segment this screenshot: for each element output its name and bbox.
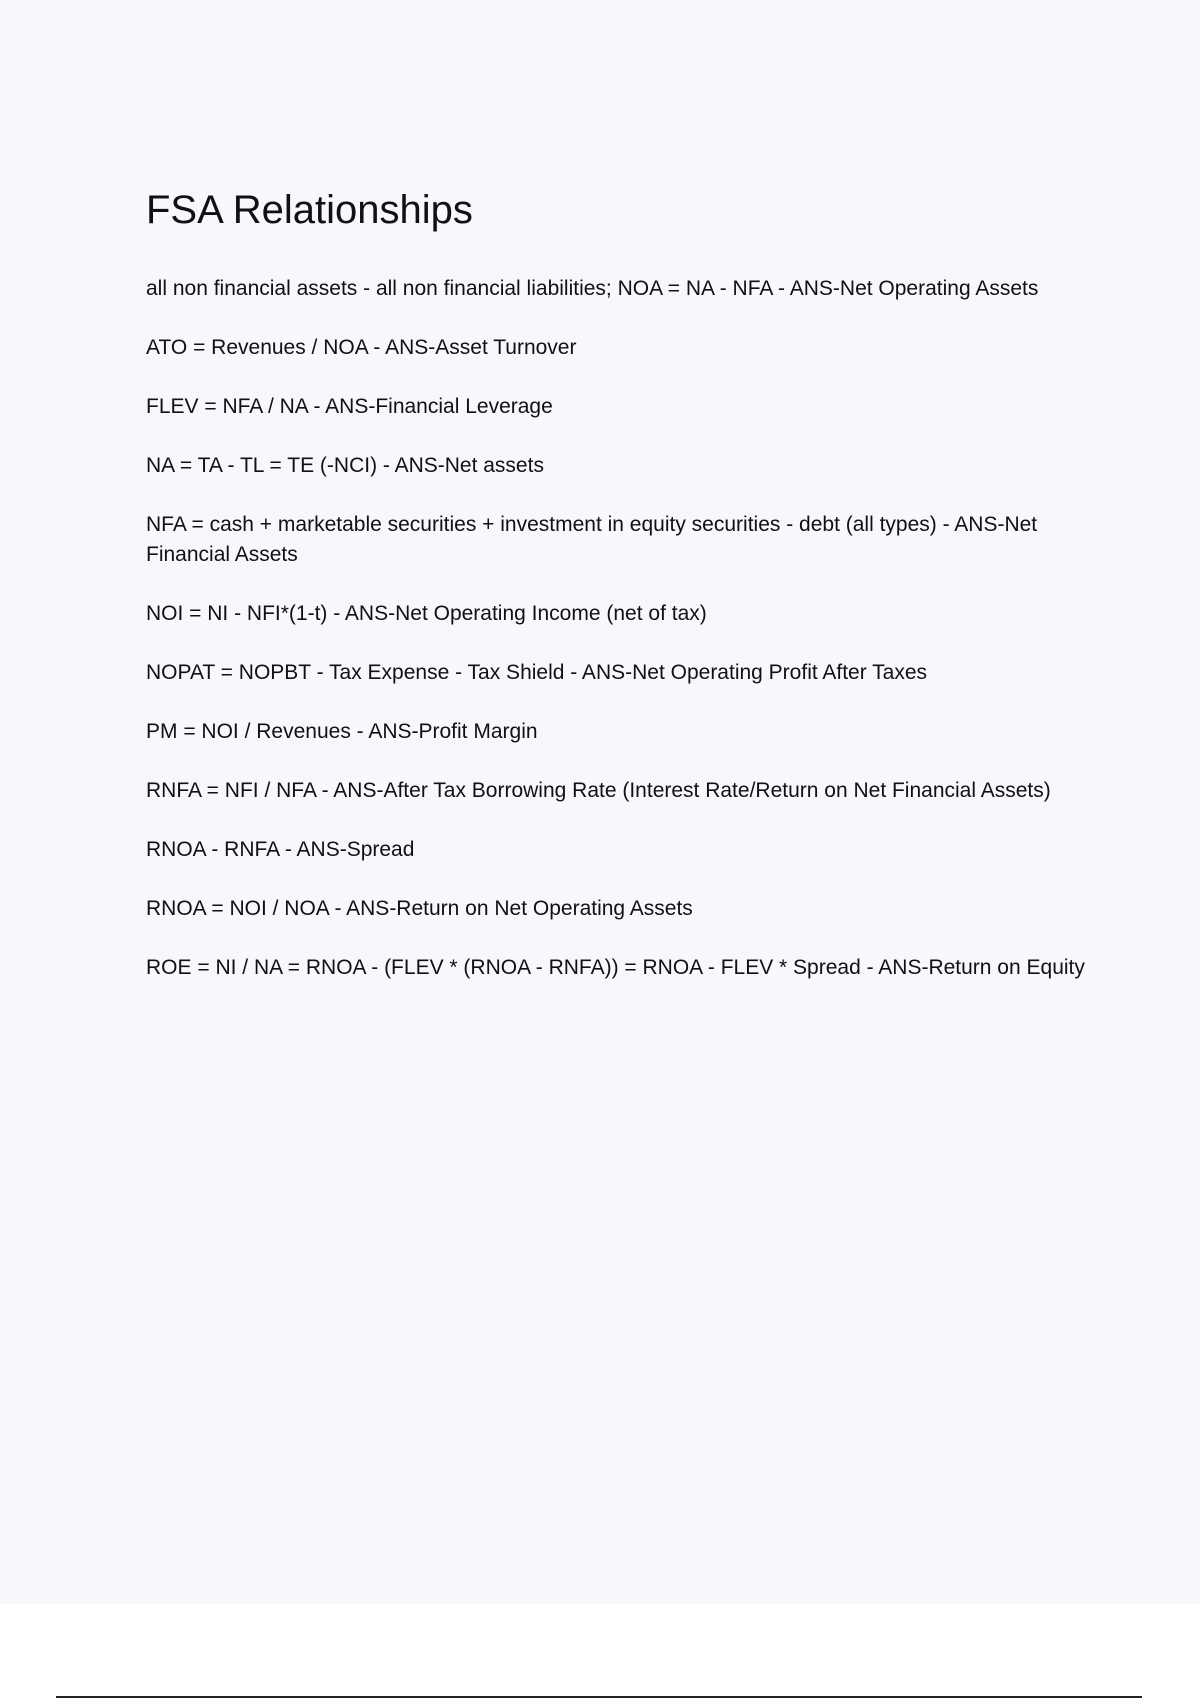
document-content bbox=[146, 184, 1096, 1012]
entry-roe: ROE = NI / NA = RNOA - (FLEV * (RNOA - RNFA)) = RNOA - FLEV * Spread - ANS-Return on Equity bbox=[146, 956, 1085, 979]
entry-financial-leverage: FLEV = NFA / NA - ANS-Financial Leverage bbox=[146, 395, 553, 418]
footer-divider bbox=[56, 1696, 1142, 1698]
entry-net-financial-assets: NFA = cash + marketable securities + investment in equity securities - debt (all types) - ANS-Net Financial Assets bbox=[146, 513, 1038, 566]
entry-net-operating-assets: all non financial assets - all non financial liabilities; NOA = NA - NFA - ANS-Net Operating Assets bbox=[146, 277, 1039, 300]
entry-rnoa: RNOA = NOI / NOA - ANS-Return on Net Operating Assets bbox=[146, 897, 693, 920]
entry-net-assets: NA = TA - TL = TE (-NCI) - ANS-Net assets bbox=[146, 454, 544, 477]
entry-asset-turnover: ATO = Revenues / NOA - ANS-Asset Turnover bbox=[146, 336, 577, 359]
page-title: FSA Relationships bbox=[146, 188, 473, 232]
entry-profit-margin: PM = NOI / Revenues - ANS-Profit Margin bbox=[146, 720, 538, 743]
entry-net-operating-income: NOI = NI - NFI*(1-t) - ANS-Net Operating Income (net of tax) bbox=[146, 602, 707, 625]
entry-spread: RNOA - RNFA - ANS-Spread bbox=[146, 838, 415, 861]
entry-borrowing-rate: RNFA = NFI / NFA - ANS-After Tax Borrowing Rate (Interest Rate/Return on Net Financial Assets) bbox=[146, 779, 1051, 802]
entry-nopat: NOPAT = NOPBT - Tax Expense - Tax Shield - ANS-Net Operating Profit After Taxes bbox=[146, 661, 928, 684]
